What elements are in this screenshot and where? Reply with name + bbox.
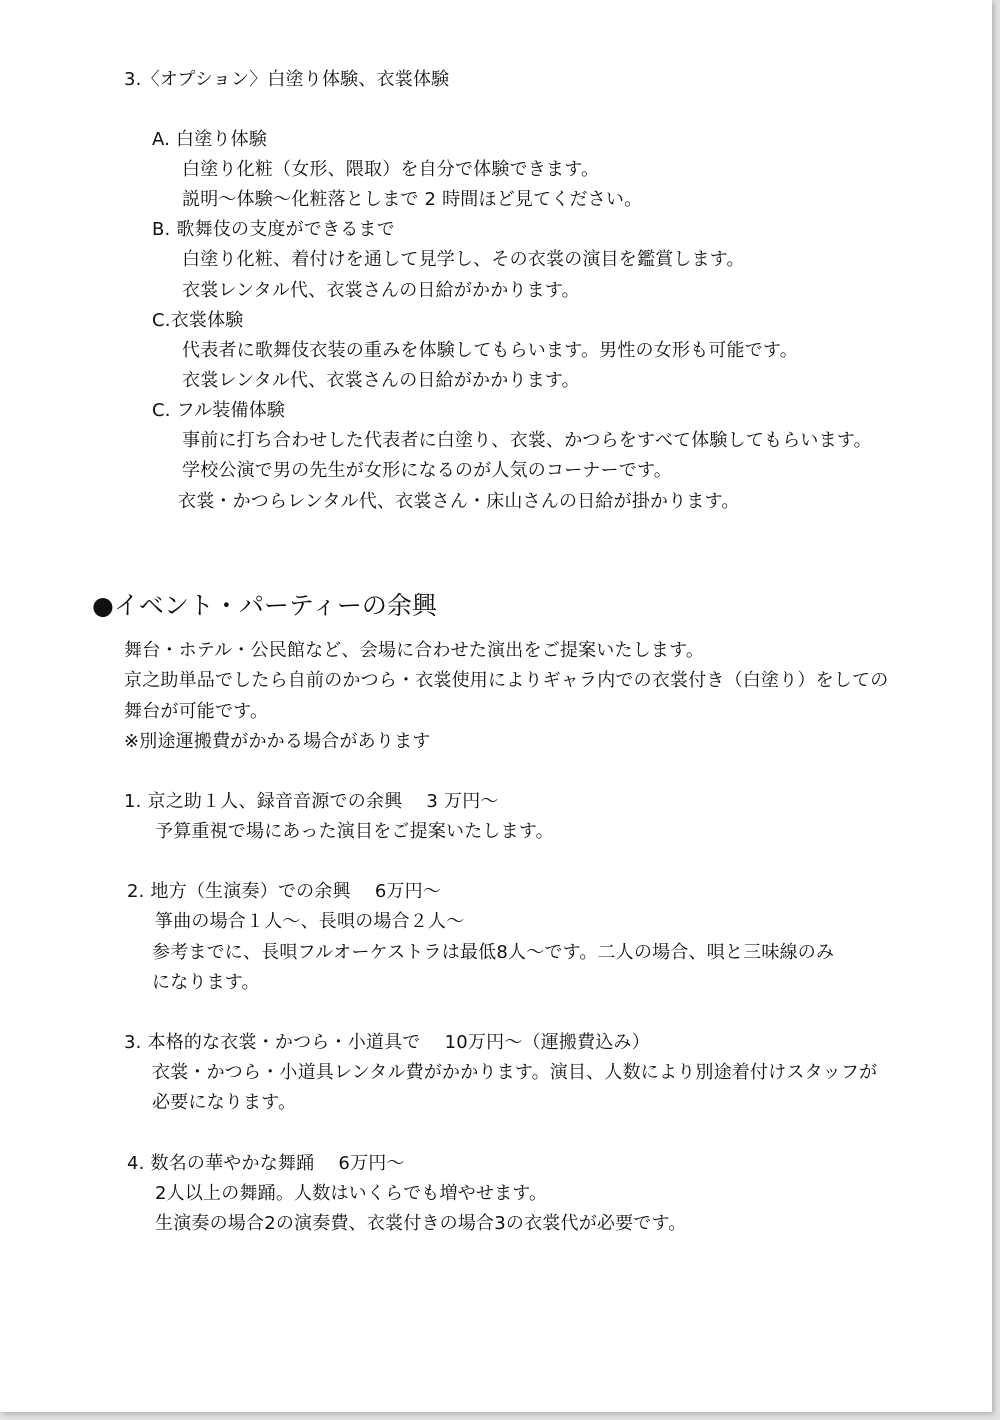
event-intro-line-2: 京之助単品でしたら自前のかつら・衣裳使用によりギャラ内での衣裳付き（白塗り）をしての [124, 670, 889, 691]
event-item-2-title: 2. 地方（生演奏）での余興 6万円～ [127, 881, 442, 902]
event-intro-line-3: 舞台が可能です。 [124, 701, 269, 722]
option-item-c-full-line-2: 学校公演で男の先生が女形になるのが人気のコーナーです。 [182, 460, 672, 481]
event-item-2-line-3: になります。 [152, 972, 260, 993]
option-section-title: 3.〈オプション〉白塗り体験、衣裳体験 [124, 69, 450, 90]
event-item-3-line-1: 衣裳・かつら・小道具レンタル費がかかります。演目、人数により別途着付けスタッフが [152, 1062, 878, 1083]
option-item-b-line-2: 衣裳レンタル代、衣裳さんの日給がかかります。 [182, 280, 580, 301]
event-item-2-line-2: 参考までに、長唄フルオーケストラは最低8人～です。二人の場合、唄と三味線のみ [152, 942, 835, 963]
option-item-c-full-line-3: 衣裳・かつらレンタル代、衣裳さん・床山さんの日給が掛かります。 [178, 491, 740, 512]
option-item-c-line-2: 衣裳レンタル代、衣裳さんの日給がかかります。 [182, 370, 580, 391]
event-item-3-line-2: 必要になります。 [152, 1092, 297, 1113]
option-item-a-label: A. 白塗り体験 [152, 129, 268, 150]
event-item-4-line-1: 2人以上の舞踊。人数はいくらでも増やせます。 [155, 1183, 548, 1204]
option-item-b-label: B. 歌舞伎の支度ができるまで [152, 219, 395, 240]
event-item-4-title: 4. 数名の華やかな舞踊 6万円～ [127, 1153, 405, 1174]
event-item-1-title: 1. 京之助１人、録音音源での余興 3 万円～ [124, 791, 499, 812]
event-item-2-line-1: 箏曲の場合１人～、長唄の場合２人～ [155, 911, 465, 932]
event-intro-line-1: 舞台・ホテル・公民館など、会場に合わせた演出をご提案いたします。 [124, 640, 705, 661]
event-section-heading: ●イベント・パーティーの余興 [92, 591, 437, 620]
option-item-a-line-1: 白塗り化粧（女形、隈取）を自分で体験できます。 [182, 159, 600, 180]
option-item-c-full-label: C. フル装備体験 [152, 400, 286, 421]
event-item-4-line-2: 生演奏の場合2の演奏費、衣裳付きの場合3の衣裳代が必要です。 [155, 1213, 687, 1234]
event-intro-note: ※別途運搬費がかかる場合があります [124, 731, 431, 752]
option-item-c-label: C.衣裳体験 [152, 310, 244, 331]
event-item-3-title: 3. 本格的な衣裳・かつら・小道具で 10万円～（運搬費込み） [124, 1032, 650, 1053]
option-item-a-line-2: 説明～体験～化粧落としまで 2 時間ほど見てください。 [182, 189, 643, 210]
event-item-1-line-1: 予算重視で場にあった演目をご提案いたします。 [155, 821, 554, 842]
option-item-c-line-1: 代表者に歌舞伎衣装の重みを体験してもらいます。男性の女形も可能です。 [182, 340, 798, 361]
option-item-b-line-1: 白塗り化粧、着付けを通して見学し、その衣裳の演目を鑑賞します。 [182, 249, 745, 270]
option-item-c-full-line-1: 事前に打ち合わせした代表者に白塗り、衣裳、かつらをすべて体験してもらいます。 [182, 430, 872, 451]
